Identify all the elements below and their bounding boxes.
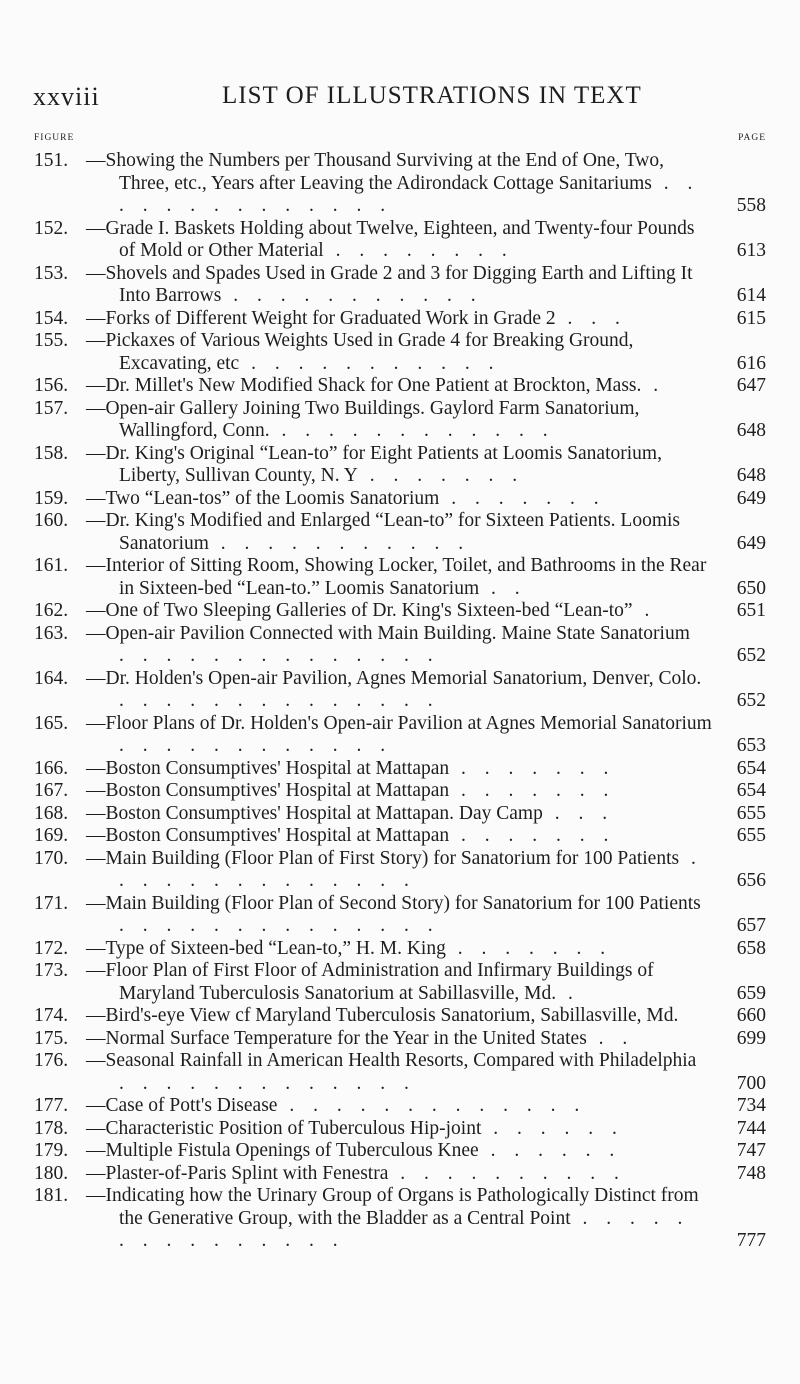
dot-leader: . . . . . . . . . . . .: [269, 420, 555, 441]
caption-text: —Normal Surface Temperature for the Year in the United States: [86, 1027, 587, 1049]
figure-number: 180.: [34, 1162, 69, 1184]
figure-caption: [86, 375, 766, 398]
figure-number: 179.: [34, 1140, 69, 1161]
page-reference: 657: [736, 915, 766, 936]
page-reference: 647: [736, 375, 766, 396]
figure-caption: [86, 1028, 766, 1051]
list-item: [34, 623, 766, 668]
figure-caption: [86, 713, 766, 758]
dot-leader: . . . . . . . . . . . . .: [119, 1072, 416, 1094]
figure-number: 165.: [34, 712, 69, 734]
dot-leader: . . . . . . . . . . . . .: [277, 1095, 587, 1116]
figure-number: 159.: [34, 487, 69, 509]
figure-number: 160.: [34, 510, 69, 531]
dot-leader: .: [632, 600, 657, 621]
figure-caption: [86, 1005, 766, 1028]
dot-leader: . . . . . . . . . . .: [221, 285, 483, 306]
list-item: [34, 308, 766, 331]
caption-text: —Main Building (Floor Plan of Second Story) for Sanatorium for 100 Patients: [86, 892, 701, 914]
dot-leader: . . . . . . . . . . . . . .: [119, 172, 700, 216]
caption-text: —Open-air Pavilion Connected with Main Building. Maine State Sanatorium: [86, 622, 690, 644]
page-reference: 655: [736, 802, 766, 824]
caption-text: —Dr. King's Original “Lean-to” for Eight Patients at Loomis Sanatorium, Liberty, Sullivan County, N. Y: [86, 442, 662, 486]
list-item: [34, 398, 766, 443]
page-reference: 648: [736, 420, 766, 441]
caption-text: —Floor Plan of First Floor of Administration and Infirmary Buildings of Maryland Tuberculosis Sanatorium at Sabillasville, Md.: [86, 960, 654, 1004]
list-item: [34, 848, 766, 893]
figure-caption: [86, 1185, 766, 1253]
column-headings: [34, 133, 766, 147]
list-item: [34, 375, 766, 398]
list-item: [34, 668, 766, 713]
figure-number: 181.: [34, 1185, 69, 1206]
caption-text: —Bird's-eye View cf Maryland Tuberculosis Sanatorium, Sabillasville, Md.: [86, 1005, 679, 1026]
figure-number: 169.: [34, 825, 69, 846]
page-reference: 651: [736, 600, 766, 621]
figure-number: 172.: [34, 937, 69, 959]
figure-caption: [86, 1050, 766, 1095]
page-reference: 648: [736, 465, 766, 486]
dot-leader: . . . . . . . . . .: [388, 1162, 626, 1184]
figure-number: 164.: [34, 667, 69, 689]
caption-text: —Showing the Numbers per Thousand Surviving at the End of One, Two, Three, etc., Years after Leaving the Adirondack Cottage Sanitariums: [86, 150, 664, 194]
page-reference: 777: [736, 1230, 766, 1251]
figure-caption: [86, 488, 766, 511]
figure-number: 156.: [34, 375, 69, 396]
figure-number: 168.: [34, 802, 69, 824]
list-item: [34, 758, 766, 781]
figure-caption: [86, 803, 766, 826]
figure-caption: [86, 623, 766, 668]
dot-leader: . . . . . . . . . . . . . .: [119, 915, 440, 936]
figure-number: 170.: [34, 847, 69, 869]
figure-caption: [86, 960, 766, 1005]
caption-text: —Dr. Holden's Open-air Pavilion, Agnes Memorial Sanatorium, Denver, Colo.: [86, 667, 702, 689]
list-item: [34, 218, 766, 263]
figure-number: 151.: [34, 150, 69, 171]
illustration-list: [34, 150, 766, 1253]
figure-caption: [86, 1095, 766, 1118]
figure-caption: [86, 758, 766, 781]
caption-text: —Case of Pott's Disease: [86, 1095, 278, 1116]
figure-caption: [86, 555, 766, 600]
caption-text: —Seasonal Rainfall in American Health Resorts, Compared with Philadelphia: [86, 1050, 697, 1071]
list-item: [34, 803, 766, 826]
figure-caption: [86, 780, 766, 803]
figure-number: 157.: [34, 397, 69, 419]
figure-caption: [86, 510, 766, 555]
dot-leader: . . .: [555, 307, 627, 329]
figure-number: 155.: [34, 330, 69, 351]
figure-number: 177.: [34, 1095, 69, 1116]
dot-leader: . . . . . . . . . . .: [208, 532, 471, 554]
page-reference: 654: [736, 780, 766, 801]
list-item: [34, 488, 766, 511]
figure-caption: [86, 263, 766, 308]
caption-text: —Floor Plans of Dr. Holden's Open-air Pavilion at Agnes Memorial Sanatorium: [86, 712, 712, 734]
dot-leader: . .: [479, 577, 527, 599]
page-column-heading: PAGE: [738, 133, 766, 143]
page-reference: 615: [736, 307, 766, 329]
figure-number: 175.: [34, 1027, 69, 1049]
figure-number: 158.: [34, 442, 69, 464]
figure-number: 153.: [34, 262, 69, 284]
figure-number: 178.: [34, 1117, 69, 1139]
page-reference: 656: [736, 870, 766, 891]
caption-text: —Pickaxes of Various Weights Used in Grade 4 for Breaking Ground, Excavating, etc: [86, 330, 634, 374]
figure-caption: [86, 825, 766, 848]
page-reference: 744: [736, 1117, 766, 1139]
list-item: [34, 960, 766, 1005]
dot-leader: . .: [586, 1027, 635, 1049]
list-item: [34, 1140, 766, 1163]
dot-leader: . . . . . . . .: [323, 240, 514, 261]
list-item: [34, 600, 766, 623]
page-reference: 654: [736, 757, 766, 779]
figure-caption: [86, 893, 766, 938]
caption-text: —Boston Consumptives' Hospital at Mattapan. Day Camp: [86, 802, 543, 824]
dot-leader: . . . . . . . . . . . . . .: [119, 690, 440, 711]
page-reference: 747: [736, 1140, 766, 1161]
list-item: [34, 1028, 766, 1051]
list-item: [34, 330, 766, 375]
figure-number: 163.: [34, 622, 69, 644]
list-item: [34, 1050, 766, 1095]
list-item: [34, 1095, 766, 1118]
page-number: xxviii: [33, 82, 100, 111]
page-reference: 614: [736, 285, 766, 306]
figure-caption: [86, 668, 766, 713]
page-reference: 658: [736, 937, 766, 959]
figure-caption: [86, 600, 766, 623]
page-reference: 650: [736, 577, 766, 599]
page-reference: 616: [736, 352, 766, 374]
figure-number: 161.: [34, 555, 69, 576]
figure-number: 174.: [34, 1005, 69, 1026]
figure-number: 167.: [34, 780, 69, 801]
caption-text: —Characteristic Position of Tuberculous Hip-joint: [86, 1117, 482, 1139]
list-item: [34, 825, 766, 848]
page-reference: 659: [736, 982, 766, 1004]
figure-number: 162.: [34, 600, 69, 621]
page-reference: 699: [736, 1027, 766, 1049]
caption-text: —Plaster-of-Paris Splint with Fenestra: [86, 1162, 389, 1184]
list-item: [34, 510, 766, 555]
page-reference: 748: [736, 1162, 766, 1184]
list-item: [34, 893, 766, 938]
figure-caption: [86, 1163, 766, 1186]
list-item: [34, 1185, 766, 1253]
list-item: [34, 713, 766, 758]
caption-text: —Shovels and Spades Used in Grade 2 and 3 for Digging Earth and Lifting It Into Barrows: [86, 262, 693, 306]
page-reference: 652: [736, 690, 766, 711]
page-reference: 558: [736, 195, 766, 216]
caption-text: —Interior of Sitting Room, Showing Locker, Toilet, and Bathrooms in the Rear in Sixteen-bed “Lean-to.” Loomis Sanatorium: [86, 555, 707, 599]
caption-text: —One of Two Sleeping Galleries of Dr. King's Sixteen-bed “Lean-to”: [86, 600, 633, 621]
page-reference: 653: [736, 735, 766, 756]
caption-text: —Boston Consumptives' Hospital at Mattapan: [86, 757, 450, 779]
page-reference: 734: [736, 1095, 766, 1116]
dot-leader: . . . . . . .: [357, 465, 525, 486]
list-item: [34, 938, 766, 961]
figure-number: 154.: [34, 307, 69, 329]
list-item: [34, 1005, 766, 1028]
list-item: [34, 555, 766, 600]
page-reference: 660: [736, 1005, 766, 1026]
caption-text: —Forks of Different Weight for Graduated Work in Grade 2: [86, 307, 556, 329]
dot-leader: . . . . . . . . . . .: [239, 352, 501, 374]
list-item: [34, 263, 766, 308]
figure-caption: [86, 308, 766, 331]
dot-leader: . . . . . . .: [439, 487, 606, 509]
dot-leader: . . . . . . . . . . . . . .: [119, 847, 703, 891]
caption-text: —Boston Consumptives' Hospital at Mattapan: [86, 825, 450, 846]
caption-text: —Grade I. Baskets Holding about Twelve, Eighteen, and Twenty-four Pounds of Mold or Other Material: [86, 217, 695, 261]
page-title: LIST OF ILLUSTRATIONS IN TEXT: [222, 82, 642, 109]
page-reference: 649: [736, 487, 766, 509]
dot-leader: . . . . . . . . . . . .: [119, 735, 393, 756]
caption-text: —Dr. King's Modified and Enlarged “Lean-to” for Sixteen Patients. Loomis Sanatorium: [86, 510, 680, 554]
page-header: [0, 82, 800, 112]
page-reference: 613: [736, 240, 766, 261]
figure-caption: [86, 1118, 766, 1141]
dot-leader: . . . . . . .: [445, 937, 613, 959]
dot-leader: . . . . . . . . . . . . . . .: [119, 1207, 690, 1251]
dot-leader: .: [641, 375, 666, 396]
figure-number: 152.: [34, 217, 69, 239]
list-item: [34, 780, 766, 803]
caption-text: —Open-air Gallery Joining Two Buildings. Gaylord Farm Sanatorium, Wallingford, Conn.: [86, 397, 640, 441]
figure-caption: [86, 443, 766, 488]
figure-caption: [86, 398, 766, 443]
list-item: [34, 443, 766, 488]
page-reference: 652: [736, 645, 766, 666]
figure-number: 166.: [34, 757, 69, 779]
figure-caption: [86, 330, 766, 375]
figure-column-heading: FIGURE: [34, 133, 75, 143]
dot-leader: . . . . . . .: [449, 780, 616, 801]
list-item: [34, 1163, 766, 1186]
figure-number: 173.: [34, 960, 69, 981]
dot-leader: . . . . . . . . . . . . . .: [119, 645, 440, 666]
dot-leader: . . . . . .: [478, 1140, 622, 1161]
dot-leader: . . . . . . .: [449, 825, 616, 846]
dot-leader: .: [556, 982, 580, 1004]
list-item: [34, 150, 766, 218]
caption-text: —Main Building (Floor Plan of First Story) for Sanatorium for 100 Patients: [86, 847, 680, 869]
caption-text: —Two “Lean-tos” of the Loomis Sanatorium: [86, 487, 440, 509]
caption-text: —Indicating how the Urinary Group of Organs is Pathologically Distinct from the Generative Group, with the Bladder as a Central Point: [86, 1185, 699, 1229]
figure-number: 171.: [34, 892, 69, 914]
caption-text: —Multiple Fistula Openings of Tuberculous Knee: [86, 1140, 479, 1161]
caption-text: —Type of Sixteen-bed “Lean-to,” H. M. King: [86, 937, 446, 959]
caption-text: —Boston Consumptives' Hospital at Mattapan: [86, 780, 450, 801]
list-item: [34, 1118, 766, 1141]
dot-leader: . . . . . .: [481, 1117, 624, 1139]
figure-caption: [86, 150, 766, 218]
caption-text: —Dr. Millet's New Modified Shack for One Patient at Brockton, Mass.: [86, 375, 642, 396]
dot-leader: . . .: [542, 802, 615, 824]
page-reference: 655: [736, 825, 766, 846]
page-reference: 700: [736, 1072, 766, 1094]
dot-leader: . . . . . . .: [449, 757, 616, 779]
figure-caption: [86, 1140, 766, 1163]
figure-caption: [86, 938, 766, 961]
page-reference: 649: [736, 532, 766, 554]
figure-caption: [86, 218, 766, 263]
figure-caption: [86, 848, 766, 893]
figure-number: 176.: [34, 1050, 69, 1071]
